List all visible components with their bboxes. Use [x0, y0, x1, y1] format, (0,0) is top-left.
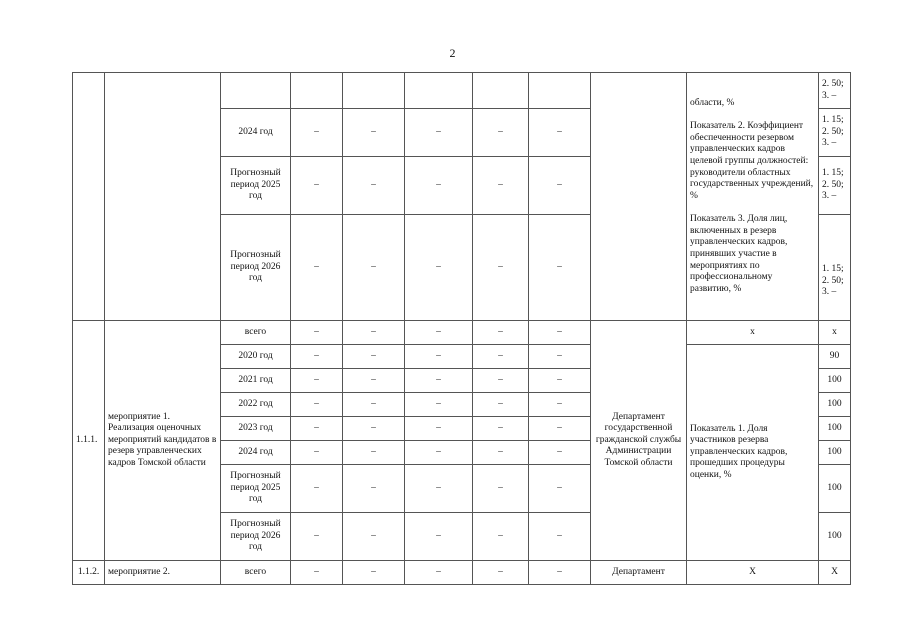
value-cell: 100	[819, 393, 851, 417]
table-row: 2020 год – – – – – Показатель 1. Доля участников резерва управленческих кадров, прошедших процедуры оценки, % 90	[73, 345, 851, 369]
period-cell: 2024 год	[221, 109, 291, 157]
activity-number: 1.1.2.	[73, 561, 105, 585]
table-row: 2024 год – – – – – 1. 15; 2. 50; 3. –	[73, 109, 851, 157]
executor: Департамент	[591, 561, 687, 585]
indicator-total: Х	[687, 561, 819, 585]
period-cell: Прогнозный период 2026 год	[221, 513, 291, 561]
activity-name: мероприятие 2.	[105, 561, 221, 585]
activity-number: 1.1.1.	[73, 321, 105, 561]
value-cell: 1. 15; 2. 50; 3. –	[819, 157, 851, 215]
value-cell: 100	[819, 441, 851, 465]
period-cell: всего	[221, 561, 291, 585]
value-cell: 2. 50; 3. –	[819, 73, 851, 109]
indicator-cell	[687, 73, 819, 321]
table-row: 2021 год – – – – – 100	[73, 369, 851, 393]
value-cell: 100	[819, 465, 851, 513]
value-cell: 1. 15; 2. 50; 3. –	[819, 109, 851, 157]
period-cell: 2022 год	[221, 393, 291, 417]
period-cell: Прогнозный период 2026 год	[221, 215, 291, 321]
table-row: Прогнозный период 2026 год – – – – – 1. 15; 2. 50; 3. –	[73, 215, 851, 321]
indicator-1: Показатель 1. Доля участников резерва управленческих кадров, прошедших процедуры оценки, %	[687, 345, 819, 561]
table-row: Прогнозный период 2026 год – – – – – 100	[73, 513, 851, 561]
value-cell: 1. 15; 2. 50; 3. –	[819, 215, 851, 321]
indicator-3: Показатель 3. Доля лиц, включенных в резерв управленческих кадров, принявших участие в мероприятиях по профессиональному развитию, %	[690, 214, 788, 294]
table-row: 2024 год – – – – – 100	[73, 441, 851, 465]
page-number: 2	[449, 46, 456, 60]
indicator-total: х	[687, 321, 819, 345]
period-cell: 2024 год	[221, 441, 291, 465]
value-cell: 100	[819, 417, 851, 441]
period-cell: 2021 год	[221, 369, 291, 393]
indicator-2: Показатель 2. Коэффициент обеспеченности резервом управленческих кадров целевой группы должностей: руководители областных государственных учреждений, %	[690, 121, 814, 201]
table-row: 2023 год – – – – – 100	[73, 417, 851, 441]
table-row: 1.1.2. мероприятие 2. всего – – – – – Департамент Х Х	[73, 561, 851, 585]
executor: Департамент государственной гражданской службы Администрации Томской области	[591, 321, 687, 561]
period-cell: всего	[221, 321, 291, 345]
period-cell: 2020 год	[221, 345, 291, 369]
table-row: Прогнозный период 2025 год – – – – – 100	[73, 465, 851, 513]
period-cell: Прогнозный период 2025 год	[221, 465, 291, 513]
period-cell: 2023 год	[221, 417, 291, 441]
table-row: 1.1.1. мероприятие 1. Реализация оценочных мероприятий кандидатов в резерв управленческих кадров Томской области всего – – – – – Департамент государственной гражданской службы Администрации Томской области х х	[73, 321, 851, 345]
value-total: х	[819, 321, 851, 345]
value-cell: 90	[819, 345, 851, 369]
value-cell: 100	[819, 369, 851, 393]
value-cell: 100	[819, 513, 851, 561]
table-row: 2022 год – – – – – 100	[73, 393, 851, 417]
activity-name: мероприятие 1. Реализация оценочных мероприятий кандидатов в резерв управленческих кадров Томской области	[105, 321, 221, 561]
period-cell: Прогнозный период 2025 год	[221, 157, 291, 215]
table-row: Прогнозный период 2025 год – – – – – 1. 15; 2. 50; 3. –	[73, 157, 851, 215]
value-total: Х	[819, 561, 851, 585]
activities-table	[72, 72, 851, 585]
table-row	[73, 73, 851, 109]
indicator-continuation: области, %	[690, 97, 735, 108]
